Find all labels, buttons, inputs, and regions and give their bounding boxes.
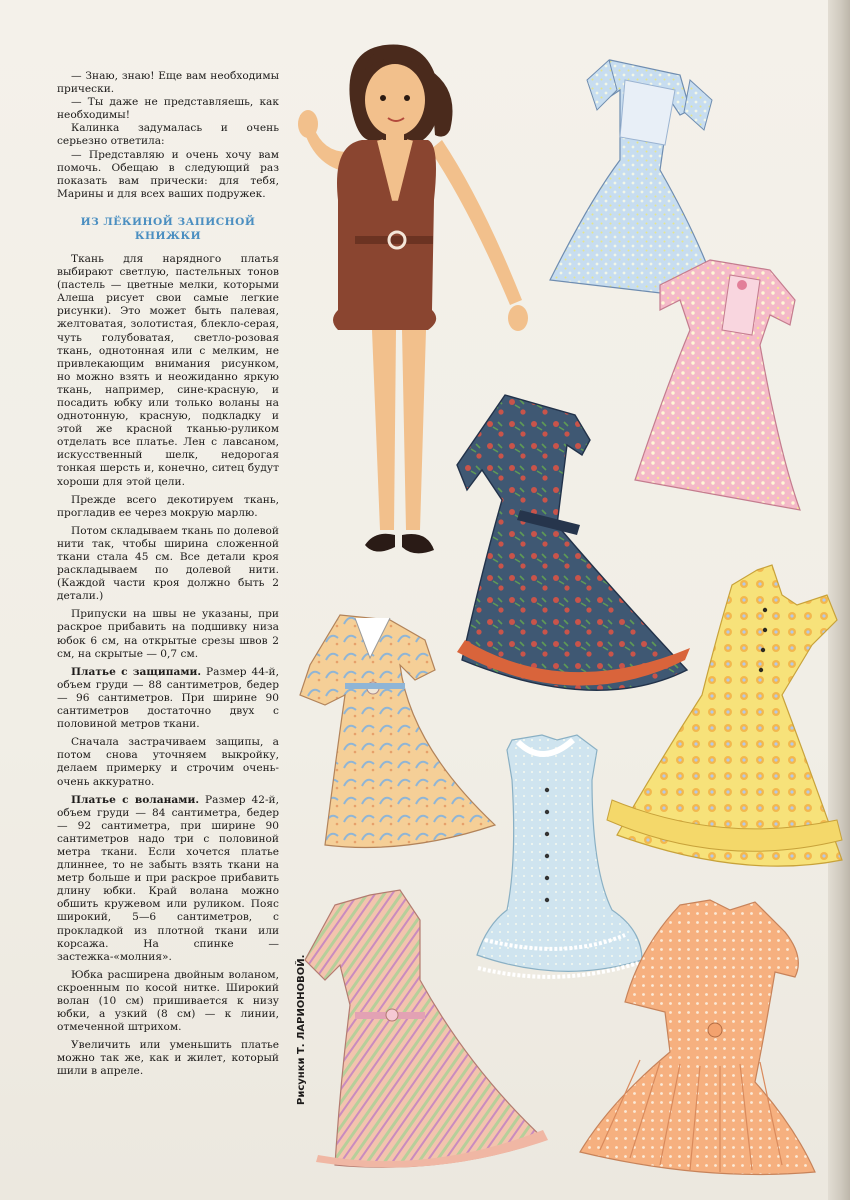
dress-flounces-text: Размер 42-й, объем груди — 84 сантиметра, бедер — 92 сантиметра, при ширине 90 сантиметров надо три с половиной метра ткани. Если хочется платье длиннее, то не забыть взять ткани на метр больше и при раскрое прибавить длину юбки. Край волана можно обшить кружевом или руликом. Пояс широкий, 5—6 сантиметров, с прокладкой из плотной ткани или корсажа. На спинке — застежка-«молния». [57,793,279,963]
dialogue-line-2: — Ты даже не представляешь, как необходимы! [57,96,279,122]
paragraph-allowances: Припуски на швы не указаны, при раскрое прибавить на подшивку низа юбок 6 см, на открытые срезы швов 2 см, на скрытые — 0,7 см. [57,608,279,660]
paragraph-fabric: Ткань для нарядного платья выбирают светлую, пастельных тонов (пастель — цветные мелки, которыми Алеша рисует свои самые легкие рисунки). Это может быть палевая, желтоватая, золотистая, блекло-серая, чуть голубоватая, светло-розовая ткань, однотонная или с мелким, не привлекающим внимания рисунком, но можно взять и неожиданно яркую ткань, например, сине-красную, и посадить юбку или только воланы на однотонную, красную, подкладку и этой же красной тканью-руликом отделать все платье. Лен с лавсаном, искусственный шелк, недорогая тонкая шерсть и, конечно, ситец будут хороши для этой цели. [57,252,279,488]
paragraph-dress-tucks-2: Сначала застрачиваем защипы, а потом снова уточняем выкройку, делаем примерку и строчим очень-очень аккуратно. [57,736,279,788]
paragraph-decatize: Прежде всего декотируем ткань, прогладив ее через мокрую марлю. [57,493,279,519]
dialogue-line-3: Калинка задумалась и очень серьезно ответила: [57,122,279,148]
dress-tucks-text: Размер 44-й, объем груди — 88 сантиметров, бедер — 96 сантиметров. При ширине 90 сантиметров достаточно двух с половиной метров ткани. [57,665,279,731]
dress-yellow [607,565,842,866]
dress-pink [635,260,800,510]
dress-light-blue-buttons [477,735,642,977]
dialogue-line-1: — Знаю, знаю! Еще вам необходимы прически. [57,70,279,96]
paragraph-folding: Потом складываем ткань по долевой нити так, чтобы ширина сложенной ткани стала 45 см. Все детали кроя раскладываем по долевой нити. (Каждой части кроя должно быть 2 детали.) [57,524,279,603]
dialogue-line-4: — Представляю и очень хочу вам помочь. Обещаю в следующий раз показать вам прически: для тебя, Марины и для всех ваших подружек. [57,148,279,200]
dress-tucks-title: Платье с защипами. [71,665,202,678]
dress-light-blue-top [550,60,720,300]
section-heading: ИЗ ЛЁКИНОЙ ЗАПИСНОЙ КНИЖКИ [80,215,256,242]
paragraph-skirt: Юбка расширена двойным воланом, скроенным по косой нитке. Широкий волан (10 см) пришивается к низу юбки, а узкий (8 см) — к линии, отмеченной штрихом. [57,968,279,1034]
dress-flounces-title: Платье с воланами. [71,793,200,806]
paragraph-resize: Увеличить или уменьшить платье можно так же, как и жилет, который шили в апреле. [57,1039,279,1078]
illustration-credit: Рисунки Т. ЛАРИОНОВОЙ. [296,954,307,1105]
